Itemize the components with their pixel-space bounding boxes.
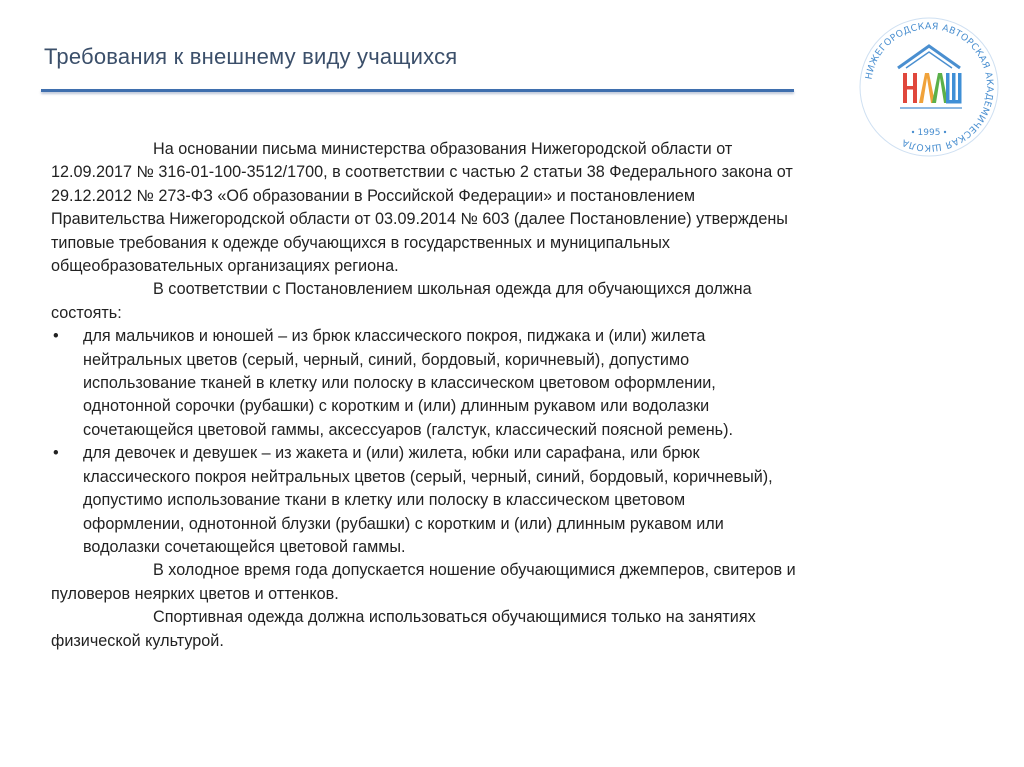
list-item bbox=[51, 325, 881, 442]
list-item-text: для девочек и девушек – из жакета и (или) жилета, юбки или сарафана, или брюк классического покроя нейтральных цветов (серый, черный, синий, бордовый, коричневый), допустимо использование ткани в клетку или полоску в классическом цветовом оформлении, однотонной блузки (рубашки) с коротким и (или) длинным рукавом или водолазки сочетающейся цветовой гаммы. bbox=[83, 444, 773, 556]
paragraph-uniform-intro: В соответствии с Постановлением школьная одежда для обучающихся должна состоять: bbox=[51, 280, 752, 322]
list-item bbox=[51, 442, 881, 559]
bullet-icon: • bbox=[53, 444, 59, 463]
title-underline bbox=[41, 89, 794, 92]
paragraph-legal-basis: На основании письма министерства образования Нижегородской области от 12.09.2017 № 316-01-100-3512/1700, в соответствии с частью 2 статьи 38 Федерального закона от 29.12.2012 № 273-ФЗ «Об образовании в Российской Федерации» и постановлением Правительства Нижегородской области от 03.09.2014 № 603 (далее Постановление) утверждены типовые требования к одежде обучающихся в государственных и муниципальных общеобразовательных организациях региона. bbox=[51, 140, 793, 276]
page-title: Требования к внешнему виду учащихся bbox=[44, 44, 458, 69]
logo-arc-text: НИЖЕГОРОДСКАЯ АВТОРСКАЯ АКАДЕМИЧЕСКАЯ ШКОЛА bbox=[863, 20, 996, 154]
school-logo bbox=[858, 16, 1000, 158]
uniform-requirements-list bbox=[51, 325, 881, 559]
paragraph-cold-season: В холодное время года допускается ношение обучающимися джемперов, свитеров и пуловеров неярких цветов и оттенков. bbox=[51, 561, 796, 603]
logo-year: 1995 bbox=[917, 128, 941, 138]
document-body bbox=[51, 138, 881, 653]
paragraph-sportswear: Спортивная одежда должна использоваться обучающимися только на занятиях физической культурой. bbox=[51, 608, 756, 650]
list-item-text: для мальчиков и юношей – из брюк классического покроя, пиджака и (или) жилета нейтральных цветов (серый, черный, синий, бордовый, коричневый), допустимо использование тканей в клетку или полоску в классическом цветовом оформлении, однотонной сорочки (рубашки) с коротким и (или) длинным рукавом или водолазки сочетающейся цветовой гаммы, аксессуаров (галстук, классический поясной ремень). bbox=[83, 327, 733, 439]
bullet-icon: • bbox=[53, 327, 59, 346]
